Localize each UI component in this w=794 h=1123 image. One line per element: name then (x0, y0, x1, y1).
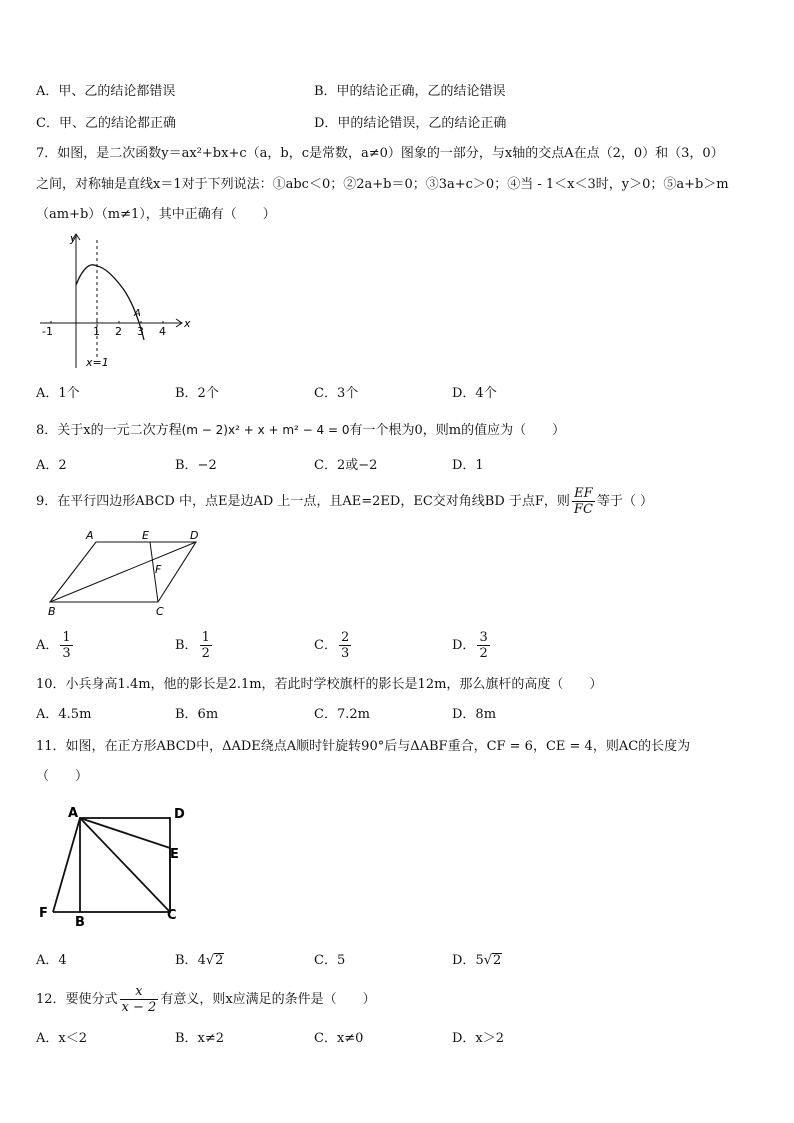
q11-option-a: A．4 (36, 953, 67, 968)
q9-option-a-den: 3 (62, 646, 71, 661)
q9-frac-num: EF (572, 486, 595, 502)
q7-parabola-graph (36, 228, 196, 374)
q7-stem-line1: 7．如图，是二次函数y＝ax²+bx+c（a，b，c是常数，a≠0）图象的一部分，与x轴的交点A在点（2，0）和（3，0） (36, 146, 724, 161)
q6-option-b: B．甲的结论正确，乙的结论错误 (314, 84, 506, 99)
diagonal-bd (50, 542, 196, 602)
q11-option-d (452, 953, 502, 969)
q12-stem (36, 984, 376, 1016)
q9-option-b-label: B． (175, 638, 198, 653)
q9-stem (36, 486, 653, 517)
label-d: D (190, 529, 199, 542)
tick-label-3: 3 (137, 325, 144, 338)
label-f: F (39, 906, 48, 921)
label-c: C (156, 605, 164, 618)
q9-prefix: 9．在平行四边形ABCD 中，点E是边AD 上一点，且AE=2ED，EC交对角线BD 于点F，则 (36, 494, 570, 509)
x-axis-label: x (184, 317, 191, 330)
q11-option-b-coef: 4 (197, 953, 206, 968)
q11-option-b-prefix: B． (175, 953, 198, 968)
label-e: E (142, 529, 149, 542)
q8-suffix: 有一个根为0，则m的值应为（ ） (349, 423, 566, 438)
q9-suffix: 等于（ ） (596, 494, 654, 509)
q11-option-d-coef: 5 (475, 953, 484, 968)
q12-suffix: 有意义，则x应满足的条件是（ ） (160, 992, 376, 1007)
q9-option-c-num: 2 (340, 630, 350, 645)
label-f: F (155, 563, 162, 576)
q9-option-b-den: 2 (201, 646, 210, 661)
label-e: E (170, 847, 179, 862)
q9-option-c-label: C． (314, 638, 337, 653)
q8-option-b: B．−2 (175, 458, 217, 473)
q12-frac-num: x (120, 984, 159, 1000)
q11-option-c: C．5 (314, 953, 346, 968)
q9-option-b-num: 1 (201, 630, 210, 645)
tick-label-2: 2 (115, 325, 122, 338)
q11-stem-line2: （ ） (36, 769, 89, 784)
label-a: A (86, 529, 94, 542)
q12-option-a: A．x＜2 (36, 1031, 87, 1046)
label-a: A (68, 806, 79, 821)
q9-parallelogram-figure (36, 524, 216, 624)
q8-option-a: A．2 (36, 458, 67, 473)
q8-stem (36, 422, 565, 439)
tick-label-4: 4 (159, 325, 166, 338)
label-d: D (174, 807, 185, 822)
q9-option-c (314, 630, 353, 662)
q9-option-b (175, 630, 214, 662)
q12-option-c: C．x≠0 (314, 1031, 364, 1046)
q11-stem-line1: 11．如图，在正方形ABCD中，ΔADE绕点A顺时针旋转90°后与ΔABF重合，CF = 6，CE = 4，则AC的长度为 (36, 739, 691, 754)
tick-label-minus1: -1 (42, 325, 53, 338)
q9-option-c-den: 3 (340, 646, 350, 661)
y-axis-label: y (70, 232, 77, 245)
q9-option-d-den: 2 (479, 646, 488, 661)
q7-option-c: C．3个 (314, 386, 359, 401)
q9-option-d (452, 630, 492, 662)
segment-af (53, 818, 80, 912)
parabola-curve (76, 265, 144, 340)
q7-option-d: D．4个 (452, 386, 497, 401)
q7-option-b: B．2个 (175, 386, 219, 401)
q12-prefix: 12．要使分式 (36, 992, 118, 1007)
tick-label-1: 1 (93, 325, 100, 338)
label-b: B (48, 605, 56, 618)
q12-option-b: B．x≠2 (175, 1031, 225, 1046)
label-b: B (75, 915, 85, 930)
symmetry-axis-label: x=1 (86, 356, 109, 369)
q10-option-c: C．7.2m (314, 707, 370, 722)
q12-option-d: D．x＞2 (452, 1031, 505, 1046)
q10-stem: 10．小兵身高1.4m，他的影长是2.1m，若此时学校旗杆的影长是12m，那么旗杆的高度（ ） (36, 677, 603, 692)
q11-option-b-radicand: 2 (215, 953, 224, 968)
q8-option-c: C．2或−2 (314, 458, 378, 473)
q11-option-b (175, 953, 224, 969)
q11-option-d-radicand: 2 (493, 953, 502, 968)
q6-option-d: D．甲的结论错误，乙的结论正确 (314, 116, 507, 131)
sqrt-icon: √ (483, 953, 493, 968)
q9-option-d-num: 3 (479, 630, 488, 645)
q12-fraction (120, 984, 159, 1015)
q10-option-a: A．4.5m (36, 707, 92, 722)
q10-option-b: B．6m (175, 707, 219, 722)
point-a-label: A (134, 308, 141, 319)
q6-option-a: A．甲、乙的结论都错误 (36, 84, 176, 99)
q9-option-d-label: D． (452, 638, 476, 653)
q7-option-a: A．1个 (36, 386, 80, 401)
q8-option-d: D．1 (452, 458, 484, 473)
q9-fraction (572, 486, 595, 517)
q9-option-a (36, 630, 75, 662)
q9-option-a-label: A． (36, 638, 59, 653)
label-c: C (167, 908, 177, 923)
q12-frac-den: x − 2 (121, 1000, 157, 1015)
q6-option-c: C．甲、乙的结论都正确 (36, 116, 176, 131)
sqrt-icon: √ (205, 953, 215, 968)
q7-stem-line3: （am+b）（m≠1），其中正确有（ ） (36, 207, 276, 222)
q9-option-a-num: 1 (62, 630, 71, 645)
q11-square-figure (36, 800, 196, 935)
q11-option-d-prefix: D． (452, 953, 476, 968)
q10-option-d: D．8m (452, 707, 497, 722)
q8-prefix: 8．关于x的一元二次方程 (36, 423, 182, 438)
q9-frac-den: FC (573, 502, 593, 517)
q8-equation: (m − 2)x² + x + m² − 4 = 0 (181, 423, 350, 437)
q7-stem-line2: 之间，对称轴是直线x＝1对于下列说法：①abc＜0；②2a+b＝0；③3a+c＞0；④当 - 1＜x＜3时，y＞0；⑤a+b＞m (36, 177, 729, 192)
